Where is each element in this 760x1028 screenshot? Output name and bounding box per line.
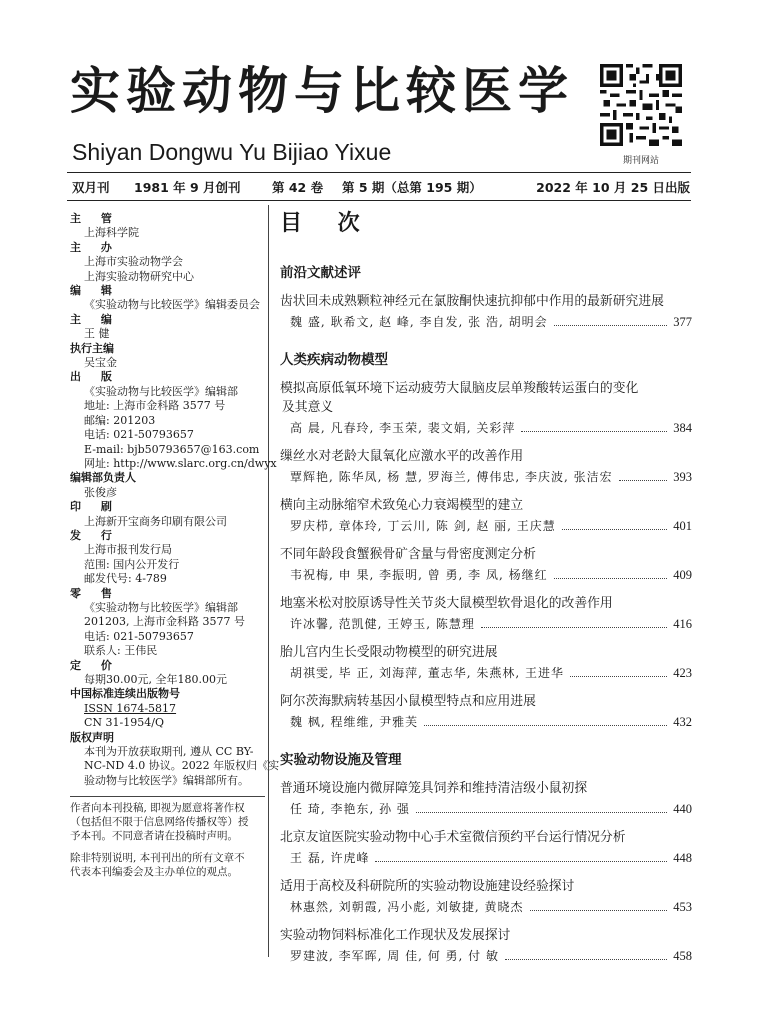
article-title[interactable] xyxy=(280,692,692,711)
sidebar-value: 邮编: 201203 xyxy=(84,413,156,427)
sidebar-value: 范围: 国内公开发行 xyxy=(84,557,180,571)
sidebar-label: 版权声明 xyxy=(70,730,114,744)
article-page-number[interactable]: 409 xyxy=(673,568,692,582)
sidebar-value: 电话: 021-50793657 xyxy=(84,428,194,442)
toc-article[interactable] xyxy=(280,545,692,584)
sidebar-label: 执行主编 xyxy=(70,341,114,355)
article-title-line[interactable]: 北京友谊医院实验动物中心手术室微信预约平台运行情况分析 xyxy=(280,830,626,845)
article-meta-line xyxy=(280,849,692,867)
article-title-line[interactable]: 地塞米松对胶原诱导性关节炎大鼠模型软骨退化的改善作用 xyxy=(280,596,613,611)
article-authors: 高 晨, 凡春玲, 李玉荣, 裴文娟, 关彩萍 xyxy=(290,421,516,435)
article-title[interactable] xyxy=(280,779,692,798)
sidebar-label: 主 办 xyxy=(70,240,120,254)
issue-number: 第 5 期（总第 195 期） xyxy=(342,180,482,195)
article-meta-line xyxy=(280,664,692,682)
toc-article[interactable] xyxy=(280,594,692,633)
toc-article[interactable] xyxy=(280,828,692,867)
dot-leader xyxy=(481,627,667,628)
issue-frequency: 双月刊 xyxy=(72,180,110,195)
sidebar-label: 印 刷 xyxy=(70,500,120,514)
sidebar-label: 编辑部负责人 xyxy=(70,471,136,485)
article-meta-line xyxy=(280,517,692,535)
article-page-number[interactable]: 416 xyxy=(673,617,692,631)
article-title-line[interactable]: 缫丝水对老龄大鼠氧化应激水平的改善作用 xyxy=(280,449,524,464)
article-title[interactable] xyxy=(280,877,692,896)
sidebar-value: 每期30.00元, 全年180.00元 xyxy=(84,673,227,686)
article-meta-line xyxy=(280,947,692,965)
dot-leader xyxy=(619,480,668,481)
sidebar-value: 《实验动物与比较医学》编辑部 xyxy=(84,600,238,614)
dot-leader xyxy=(521,431,667,432)
dot-leader xyxy=(424,725,667,726)
sidebar-label: 主 管 xyxy=(70,212,120,225)
toc-article[interactable] xyxy=(280,379,692,437)
sidebar-value: 验动物与比较医学》编辑部所有。 xyxy=(84,773,249,787)
sidebar-label: 出 版 xyxy=(70,370,120,384)
sidebar-value: 《实验动物与比较医学》编辑委员会 xyxy=(84,298,260,312)
toc-section-heading: 人类疾病动物模型 xyxy=(280,352,388,368)
article-page-number[interactable]: 440 xyxy=(673,802,692,816)
sidebar-value: 吴宝金 xyxy=(84,356,117,370)
article-authors: 罗建波, 李军晖, 周 佳, 何 勇, 付 敏 xyxy=(290,949,499,963)
article-meta-line xyxy=(280,566,692,584)
sidebar-value: 本刊为开放获取期刊, 遵从 CC BY- xyxy=(84,745,254,759)
article-title[interactable] xyxy=(280,447,692,466)
article-authors: 胡祺雯, 毕 正, 刘海萍, 董志华, 朱燕林, 王进华 xyxy=(290,666,564,680)
table-of-contents xyxy=(280,210,692,975)
qr-caption: 期刊网站 xyxy=(622,156,659,166)
sidebar-label: 主 编 xyxy=(70,312,120,326)
article-authors: 魏 枫, 程维维, 尹雅芙 xyxy=(290,715,419,729)
sidebar-value: 王 健 xyxy=(84,327,110,341)
sidebar-note-line: 作者向本刊投稿, 即视为愿意将著作权 xyxy=(70,802,245,815)
dot-leader xyxy=(416,812,667,813)
sidebar-label: 发 行 xyxy=(70,528,120,542)
sidebar-note-line: 代表本刊编委会及主办单位的观点。 xyxy=(70,866,238,879)
article-title-line[interactable]: 不同年龄段食蟹猴骨矿含量与骨密度测定分析 xyxy=(280,547,536,562)
toc-section-heading: 前沿文献述评 xyxy=(280,265,361,281)
dot-leader xyxy=(554,578,668,579)
issue-founded: 1981 年 9 月创刊 xyxy=(134,180,241,195)
article-meta-line xyxy=(280,313,692,331)
sidebar-note xyxy=(70,851,265,879)
sidebar-value: 上海实验动物研究中心 xyxy=(84,269,194,283)
toc-section-heading: 实验动物设施及管理 xyxy=(280,752,402,768)
sidebar-value: 地址: 上海市金科路 3577 号 xyxy=(84,399,226,413)
issue-info-bar xyxy=(70,178,690,196)
article-page-number[interactable]: 377 xyxy=(673,315,692,329)
article-title[interactable] xyxy=(280,292,692,311)
sidebar-value: 上海科学院 xyxy=(84,226,139,240)
issue-volume: 第 42 卷 xyxy=(272,180,324,195)
sidebar-value: 上海市实验动物学会 xyxy=(84,255,183,269)
dot-leader xyxy=(554,325,668,326)
sidebar-value: 邮发代号: 4-789 xyxy=(84,572,167,586)
article-title[interactable] xyxy=(280,643,692,662)
article-title[interactable] xyxy=(280,545,692,564)
article-page-number[interactable]: 448 xyxy=(673,851,692,865)
article-title[interactable] xyxy=(280,828,692,847)
toc-article[interactable] xyxy=(280,926,692,965)
article-page-number[interactable]: 401 xyxy=(673,519,692,533)
article-title-line[interactable]: 及其意义 xyxy=(282,400,334,415)
article-title-line[interactable]: 普通环境设施内微屏障笼具饲养和维持清洁级小鼠初探 xyxy=(280,781,588,796)
toc-article[interactable] xyxy=(280,447,692,486)
dot-leader xyxy=(562,529,667,530)
article-page-number[interactable]: 393 xyxy=(673,470,692,484)
toc-article[interactable] xyxy=(280,292,692,331)
article-meta-line xyxy=(280,898,692,916)
sidebar-value: 上海市报刊发行局 xyxy=(84,543,172,557)
toc-article[interactable] xyxy=(280,643,692,682)
article-page-number[interactable]: 384 xyxy=(673,421,692,435)
article-title[interactable] xyxy=(280,594,692,613)
article-authors: 罗庆栉, 章体玲, 丁云川, 陈 剑, 赵 丽, 王庆慧 xyxy=(290,519,556,533)
sidebar-value: NC-ND 4.0 协议。2022 年版权归《实 xyxy=(84,759,280,773)
sidebar-value: 《实验动物与比较医学》编辑部 xyxy=(84,384,238,398)
article-page-number[interactable]: 458 xyxy=(673,949,692,963)
article-title[interactable] xyxy=(280,496,692,515)
toc-title: 目 次 xyxy=(280,210,374,236)
sidebar-value: 张俊彦 xyxy=(84,485,117,499)
article-title-line[interactable]: 齿状回未成熟颗粒神经元在氯胺酮快速抗抑郁中作用的最新研究进展 xyxy=(280,294,664,309)
sidebar-note-line: 予本刊。不同意者请在投稿时声明。 xyxy=(70,830,238,843)
sidebar-label: 定 价 xyxy=(70,658,120,672)
masthead-rule-top xyxy=(67,172,691,173)
sidebar-value: 电话: 021-50793657 xyxy=(84,629,194,643)
article-authors: 覃辉艳, 陈华凤, 杨 慧, 罗海兰, 傅伟忠, 李庆波, 张洁宏 xyxy=(290,470,613,484)
article-authors: 林惠然, 刘朝霞, 冯小彪, 刘敏捷, 黄晓杰 xyxy=(290,900,524,914)
toc-article[interactable] xyxy=(280,692,692,731)
article-meta-line xyxy=(280,419,692,437)
sidebar-value: 上海新开宝商务印刷有限公司 xyxy=(84,514,227,528)
article-page-number[interactable]: 453 xyxy=(673,900,692,914)
column-divider xyxy=(268,205,269,957)
article-page-number[interactable]: 432 xyxy=(673,715,692,729)
masthead-sidebar xyxy=(70,212,280,879)
journal-title-cn: 实验动物与比较医学 xyxy=(70,61,574,120)
sidebar-value: 联系人: 王伟民 xyxy=(84,644,158,658)
article-title-line[interactable]: 实验动物饲料标准化工作现状及发展探讨 xyxy=(280,928,511,943)
article-authors: 王 磊, 许虎峰 xyxy=(290,851,370,865)
article-meta-line xyxy=(280,468,692,486)
dot-leader xyxy=(375,861,667,862)
article-authors: 韦祝梅, 申 果, 李振明, 曾 勇, 李 凤, 杨继红 xyxy=(290,568,548,582)
article-meta-line xyxy=(280,800,692,818)
article-title-line[interactable]: 适用于高校及科研院所的实验动物设施建设经验探讨 xyxy=(280,879,575,894)
sidebar-value: 网址: http://www.slarc.org.cn/dwyx xyxy=(84,456,277,470)
toc-article[interactable] xyxy=(280,877,692,916)
article-title[interactable] xyxy=(280,379,692,417)
article-title-line[interactable]: 胎儿宫内生长受限动物模型的研究进展 xyxy=(280,645,498,660)
dot-leader xyxy=(570,676,667,677)
dot-leader xyxy=(505,959,667,960)
journal-title-pinyin: Shiyan Dongwu Yu Bijiao Yixue xyxy=(72,139,392,165)
dot-leader xyxy=(530,910,668,911)
issue-published-date: 2022 年 10 月 25 日出版 xyxy=(536,180,690,195)
article-title-line[interactable]: 横向主动脉缩窄术致兔心力衰竭模型的建立 xyxy=(280,498,524,513)
toc-sections xyxy=(280,264,692,965)
article-title-line[interactable]: 阿尔茨海默病转基因小鼠模型特点和应用进展 xyxy=(280,694,536,709)
article-authors: 任 琦, 李艳东, 孙 强 xyxy=(290,802,410,816)
sidebar-note-line: （包括但不限于信息网络传播权等）授 xyxy=(70,816,249,829)
sidebar-value: ISSN 1674-5817 xyxy=(84,701,177,715)
article-title[interactable] xyxy=(280,926,692,945)
sidebar-note-line: 除非特别说明, 本刊刊出的所有文章不 xyxy=(70,852,245,865)
article-meta-line xyxy=(280,713,692,731)
sidebar-value: E-mail: bjb50793657@163.com xyxy=(84,442,260,456)
sidebar-value: 201203, 上海市金科路 3577 号 xyxy=(84,615,245,629)
article-authors: 魏 盛, 耿希文, 赵 峰, 李自发, 张 浩, 胡明会 xyxy=(290,315,548,329)
article-meta-line xyxy=(280,615,692,633)
sidebar-label: 编 辑 xyxy=(70,284,120,298)
sidebar-label: 零 售 xyxy=(70,586,120,600)
sidebar-value: CN 31-1954/Q xyxy=(84,716,164,730)
sidebar-label: 中国标准连续出版物号 xyxy=(70,687,180,701)
sidebar-note xyxy=(70,796,265,843)
masthead-rule-bottom xyxy=(67,200,691,201)
toc-article[interactable] xyxy=(280,779,692,818)
article-page-number[interactable]: 423 xyxy=(673,666,692,680)
qr-code-icon[interactable] xyxy=(600,64,682,146)
toc-article[interactable] xyxy=(280,496,692,535)
article-authors: 许冰馨, 范凯健, 王婷玉, 陈慧理 xyxy=(290,617,475,631)
article-title-line[interactable]: 模拟高原低氧环境下运动疲劳大鼠脑皮层单羧酸转运蛋白的变化 xyxy=(280,381,639,396)
